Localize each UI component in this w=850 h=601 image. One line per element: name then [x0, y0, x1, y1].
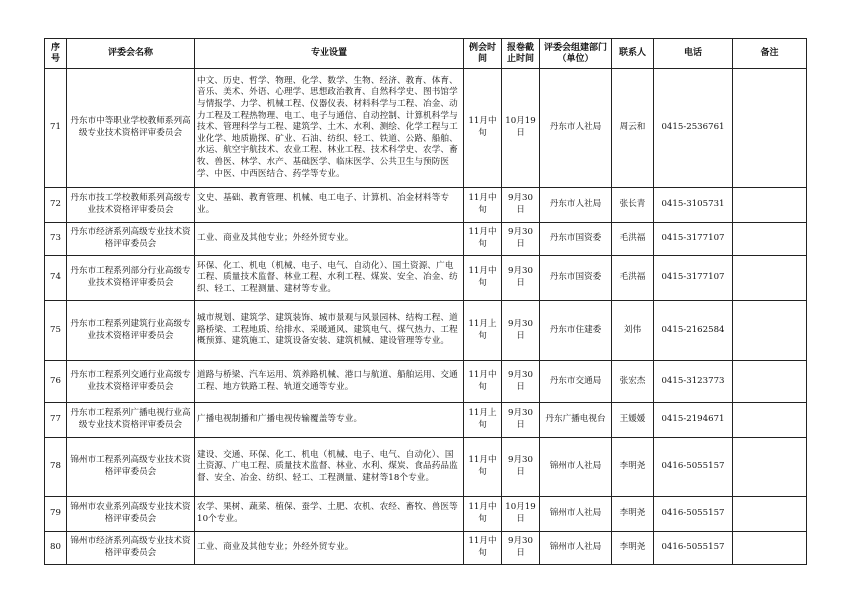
cell-meeting: 11月中旬 — [464, 438, 502, 497]
cell-name: 丹东市工程系列建筑行业高级专业技术资格评审委员会 — [67, 301, 195, 361]
cell-spec: 工业、商业及其他专业；外经外贸专业。 — [195, 223, 464, 256]
cell-org: 锦州市人社局 — [540, 532, 612, 565]
cell-note — [733, 69, 807, 188]
cell-note — [733, 403, 807, 438]
cell-note — [733, 188, 807, 223]
cell-contact: 张宏杰 — [612, 361, 654, 403]
cell-note — [733, 223, 807, 256]
cell-spec: 文史、基础、教育管理、机械、电工电子、计算机、冶金材料等专业。 — [195, 188, 464, 223]
cell-name: 丹东市工程系列部分行业高级专业技术资格评审委员会 — [67, 256, 195, 301]
cell-org: 丹东市人社局 — [540, 188, 612, 223]
cell-meeting: 11月中旬 — [464, 532, 502, 565]
cell-meeting: 11月中旬 — [464, 223, 502, 256]
header-contact: 联系人 — [612, 39, 654, 69]
cell-org: 丹东市交通局 — [540, 361, 612, 403]
cell-spec: 环保、化工、机电（机械、电子、电气、自动化）、国土资源、广电工程、质量技术监督、林业工程、水利工程、煤炭、安全、冶金、纺织、轻工、工程测量、建材等专业。 — [195, 256, 464, 301]
cell-phone: 0416-5055157 — [654, 438, 733, 497]
cell-contact: 李明尧 — [612, 497, 654, 532]
table-row — [45, 69, 807, 188]
cell-name: 丹东市工程系列广播电视行业高级专业技术资格评审委员会 — [67, 403, 195, 438]
cell-deadline: 9月30日 — [502, 361, 540, 403]
cell-org: 锦州市人社局 — [540, 497, 612, 532]
table-row — [45, 403, 807, 438]
cell-meeting: 11月中旬 — [464, 188, 502, 223]
cell-no: 79 — [45, 497, 67, 532]
cell-spec: 农学、果树、蔬菜、植保、蚕学、土肥、农机、农经、畜牧、兽医等10个专业。 — [195, 497, 464, 532]
cell-name: 锦州市经济系列高级专业技术资格评审委员会 — [67, 532, 195, 565]
cell-phone: 0415-3177107 — [654, 223, 733, 256]
table-row — [45, 438, 807, 497]
cell-name: 丹东市工程系列交通行业高级专业技术资格评审委员会 — [67, 361, 195, 403]
header-phone: 电话 — [654, 39, 733, 69]
cell-note — [733, 256, 807, 301]
cell-no: 77 — [45, 403, 67, 438]
cell-org: 丹东广播电视台 — [540, 403, 612, 438]
cell-deadline: 9月30日 — [502, 438, 540, 497]
cell-contact: 刘伟 — [612, 301, 654, 361]
table-row — [45, 361, 807, 403]
table-row — [45, 301, 807, 361]
table-row — [45, 497, 807, 532]
cell-deadline: 9月30日 — [502, 256, 540, 301]
cell-no: 76 — [45, 361, 67, 403]
cell-phone: 0415-3105731 — [654, 188, 733, 223]
cell-phone: 0416-5055157 — [654, 497, 733, 532]
cell-phone: 0415-2536761 — [654, 69, 733, 188]
cell-contact: 周云和 — [612, 69, 654, 188]
cell-name: 丹东市技工学校教师系列高级专业技术资格评审委员会 — [67, 188, 195, 223]
table-row — [45, 188, 807, 223]
cell-phone: 0415-2194671 — [654, 403, 733, 438]
cell-meeting: 11月中旬 — [464, 69, 502, 188]
header-note: 备注 — [733, 39, 807, 69]
cell-no: 71 — [45, 69, 67, 188]
table-row — [45, 532, 807, 565]
cell-phone: 0415-2162584 — [654, 301, 733, 361]
table-row — [45, 223, 807, 256]
cell-note — [733, 301, 807, 361]
cell-name: 丹东市中等职业学校教师系列高级专业技术资格评审委员会 — [67, 69, 195, 188]
cell-spec: 工业、商业及其他专业；外经外贸专业。 — [195, 532, 464, 565]
cell-deadline: 9月30日 — [502, 223, 540, 256]
cell-phone: 0415-3123773 — [654, 361, 733, 403]
cell-org: 丹东市国资委 — [540, 223, 612, 256]
cell-spec: 中文、历史、哲学、物理、化学、数学、生物、经济、教育、体育、音乐、美术、外语、心理学、思想政治教育、自然科学史、图书馆学与情报学、力学、机械工程、仪器仪表、材料科学与工程、冶金、动力工程及工程热物理、电工、电子与通信、自动控制、计算机科学与技术、管理科学与工程、建筑学、土木、水利、测绘、化学工程与工业化学、地质勘探、矿业、石油、纺织、轻工、铁道、公路、船舶、水运、航空宇航技术、农业工程、林业工程、技术科学史、农学、畜牧、兽医、林学、水产、基础医学、临床医学、公共卫生与预防医学、中医、中西医结合、药学等专业。 — [195, 69, 464, 188]
cell-deadline: 9月30日 — [502, 301, 540, 361]
cell-spec: 城市规划、建筑学、建筑装饰、城市景观与风景园林、结构工程、道路桥梁、工程地质、给排水、采暖通风、建筑电气、煤气热力、工程概预算、建筑施工、建筑设备安装、建筑机械、建设管理等专业。 — [195, 301, 464, 361]
cell-phone: 0416-5055157 — [654, 532, 733, 565]
cell-spec: 建设、交通、环保、化工、机电（机械、电子、电气、自动化）、国土资源、广电工程、质量技术监督、林业、水利、煤炭、食品药品监督、安全、冶金、纺织、轻工、工程测量、建材等18个专业。 — [195, 438, 464, 497]
cell-note — [733, 438, 807, 497]
cell-deadline: 10月19日 — [502, 69, 540, 188]
table-row — [45, 256, 807, 301]
cell-no: 75 — [45, 301, 67, 361]
cell-meeting: 11月中旬 — [464, 497, 502, 532]
cell-note — [733, 497, 807, 532]
header-no: 序号 — [45, 39, 67, 69]
header-spec: 专业设置 — [195, 39, 464, 69]
header-row — [45, 39, 807, 69]
cell-org: 丹东市住建委 — [540, 301, 612, 361]
cell-name: 锦州市工程系列高级专业技术资格评审委员会 — [67, 438, 195, 497]
header-deadline: 报卷截止时间 — [502, 39, 540, 69]
cell-contact: 毛洪福 — [612, 223, 654, 256]
header-meeting: 例会时间 — [464, 39, 502, 69]
cell-no: 80 — [45, 532, 67, 565]
cell-deadline: 10月19日 — [502, 497, 540, 532]
cell-spec: 广播电视制播和广播电视传输覆盖等专业。 — [195, 403, 464, 438]
cell-name: 丹东市经济系列高级专业技术资格评审委员会 — [67, 223, 195, 256]
cell-contact: 李明尧 — [612, 438, 654, 497]
cell-note — [733, 361, 807, 403]
cell-contact: 王媛媛 — [612, 403, 654, 438]
cell-meeting: 11月上旬 — [464, 301, 502, 361]
cell-deadline: 9月30日 — [502, 403, 540, 438]
cell-contact: 李明尧 — [612, 532, 654, 565]
cell-meeting: 11月上旬 — [464, 403, 502, 438]
cell-deadline: 9月30日 — [502, 532, 540, 565]
cell-name: 锦州市农业系列高级专业技术资格评审委员会 — [67, 497, 195, 532]
cell-no: 74 — [45, 256, 67, 301]
cell-phone: 0415-3177107 — [654, 256, 733, 301]
cell-no: 73 — [45, 223, 67, 256]
cell-no: 78 — [45, 438, 67, 497]
committee-table — [44, 38, 807, 565]
cell-meeting: 11月中旬 — [464, 361, 502, 403]
cell-contact: 张长青 — [612, 188, 654, 223]
header-name: 评委会名称 — [67, 39, 195, 69]
header-org: 评委会组建部门（单位） — [540, 39, 612, 69]
cell-org: 锦州市人社局 — [540, 438, 612, 497]
cell-note — [733, 532, 807, 565]
cell-no: 72 — [45, 188, 67, 223]
cell-spec: 道路与桥梁、汽车运用、筑养路机械、港口与航道、船舶运用、交通工程、地方铁路工程、轨道交通等专业。 — [195, 361, 464, 403]
cell-org: 丹东市人社局 — [540, 69, 612, 188]
cell-meeting: 11月中旬 — [464, 256, 502, 301]
cell-contact: 毛洪福 — [612, 256, 654, 301]
cell-deadline: 9月30日 — [502, 188, 540, 223]
cell-org: 丹东市国资委 — [540, 256, 612, 301]
